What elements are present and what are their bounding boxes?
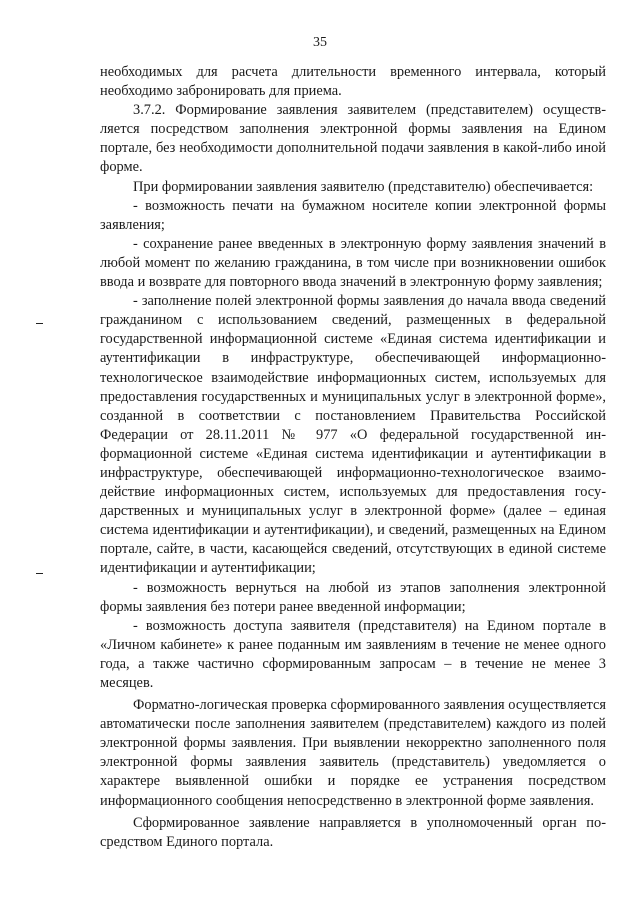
document-body	[100, 63, 606, 852]
list-item: - возможность вернуться на любой из этапов заполнения электронной формы заявления без потери ранее введенной информации;	[100, 579, 606, 615]
paragraph: Форматно-логическая проверка сформированного заявления осуществляется автоматически после заполнения заявителем (представителем) каждого из полей электронной формы заявления. При выявлении некорректно заполненного поля электронной формы заявления заявитель (представитель) уведомляется о характере выявленной ошибки и порядке ее устранения посредством информационного сообщения непосредственно в электронной форме заявления.	[100, 697, 606, 809]
list-item: - заполнение полей электронной формы заявления до начала ввода сведений гражданином с использованием сведений, размещенных в федеральной государственной информационной системе «Единая система идентификации и аутентификации в инфраструктуре, обеспечивающей информационно-технологическое взаимодействие информационных систем, используемых для предоставления государственных и муниципальных услуг в электронной форме», созданной в соответствии с постановлением Правительства Российской Федерации от 28.11.2011 № 977 «О федеральной государственной информационной системе «Единая система идентификации и аутентификации в инфраструктуре, обеспечивающей информационно-технологическое взаимодействие информационных систем, используемых для предоставления государственных и муниципальных услуг в электронной форме» (далее – единая система идентификации и аутентификации), и сведений, размещенных на Едином портале, сайте, в части, касающейся сведений, отсутствующих в единой системе идентификации и аутентификации;	[100, 293, 606, 577]
page-number: 35	[313, 35, 327, 50]
paragraph: необходимых для расчета длительности временного интервала, который необходимо забронировать для приема.	[100, 64, 606, 100]
paragraph: Сформированное заявление направляется в уполномоченный орган посредством Единого портала.	[100, 814, 606, 850]
paragraph: 3.7.2. Формирование заявления заявителем (представителем) осуществляется посредством заполнения электронной формы заявления на Едином портале, без необходимости дополнительной подачи заявления в какой-либо иной форме.	[100, 102, 606, 176]
list-item: - возможность доступа заявителя (представителя) на Едином портале в «Личном кабинете» к ранее поданным им заявлениям в течение не менее одного года, а также частично сформированным запросам – в течение не менее 3 месяцев.	[100, 617, 606, 691]
margin-mark	[36, 323, 43, 324]
list-item: - возможность печати на бумажном носителе копии электронной формы заявления;	[100, 197, 606, 233]
paragraph: При формировании заявления заявителю (представителю) обеспечивается:	[133, 178, 594, 195]
margin-mark	[36, 573, 43, 574]
list-item: - сохранение ранее введенных в электронную форму заявления значений в любой момент по желанию гражданина, в том числе при возникновении ошибок ввода и возврате для повторного ввода значений в электронную форму заявления;	[100, 235, 606, 291]
